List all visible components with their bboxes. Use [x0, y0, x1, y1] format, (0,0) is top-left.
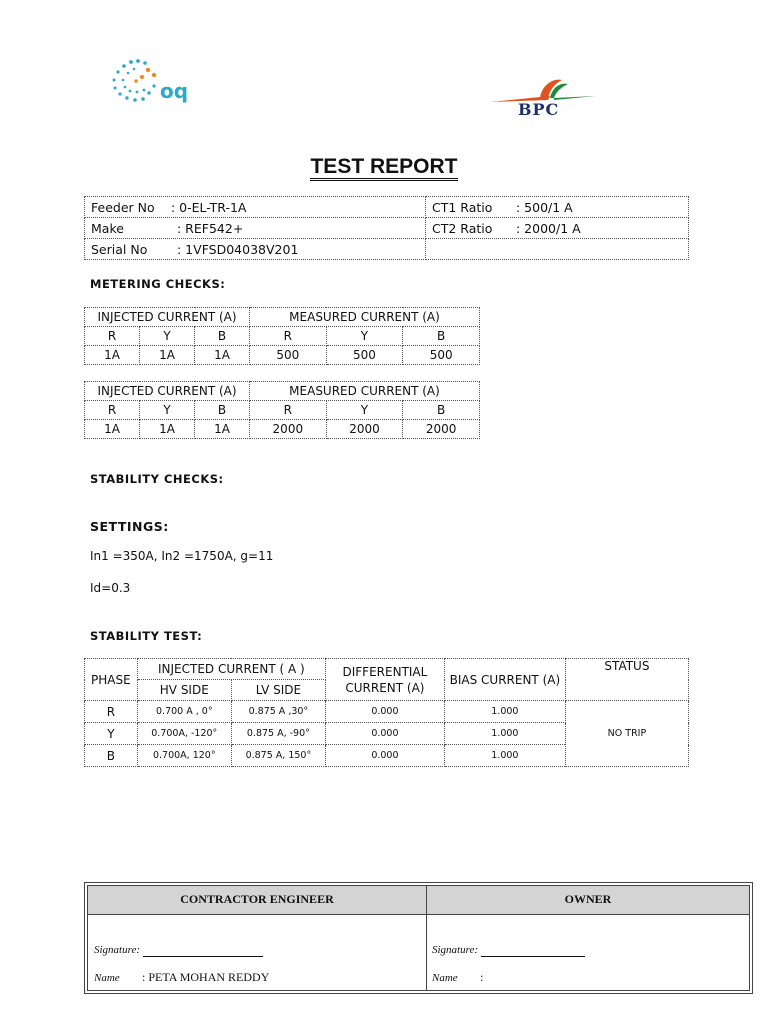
table-cell-bias: 1.000: [444, 723, 565, 745]
phase-cell: B: [195, 327, 250, 346]
value-cell: 500: [403, 346, 480, 365]
stability-checks-heading: STABILITY CHECKS:: [90, 472, 224, 486]
bias-col-header: BIAS CURRENT (A): [444, 659, 565, 701]
owner-signature-line: Signature:: [432, 942, 585, 957]
svg-text:oq: oq: [160, 79, 189, 103]
make-cell: Make : REF542+: [85, 218, 426, 239]
value-cell: 2000: [326, 420, 403, 439]
value-cell: 500: [250, 346, 327, 365]
feeder-cell: Feeder No : 0-EL-TR-1A: [85, 197, 426, 218]
table-cell-bias: 1.000: [444, 745, 565, 767]
value-cell: 2000: [403, 420, 480, 439]
phase-cell: Y: [140, 327, 195, 346]
table-cell-lv: 0.875 A ,30°: [231, 701, 325, 723]
hv-side-header: HV SIDE: [137, 680, 231, 701]
signoff-block: [84, 882, 753, 994]
table-cell-phase: B: [85, 745, 138, 767]
lv-side-header: LV SIDE: [231, 680, 325, 701]
contractor-header: CONTRACTOR ENGINEER: [88, 886, 426, 915]
owner-header: OWNER: [427, 886, 749, 915]
stability-test-heading: STABILITY TEST:: [90, 629, 203, 643]
measured-header: MEASURED CURRENT (A): [250, 382, 480, 401]
status-col-header: STATUS: [565, 659, 688, 701]
value-cell: 1A: [85, 346, 140, 365]
value-cell: 500: [326, 346, 403, 365]
phase-cell: R: [85, 401, 140, 420]
table-cell-lv: 0.875 A, 150°: [231, 745, 325, 767]
table-cell-hv: 0.700A, 120°: [137, 745, 231, 767]
company-logo-bpc: [490, 76, 600, 120]
measured-header: MEASURED CURRENT (A): [250, 308, 480, 327]
table-cell-diff: 0.000: [325, 701, 444, 723]
table-cell-lv: 0.875 A, -90°: [231, 723, 325, 745]
phase-cell: B: [403, 401, 480, 420]
phase-cell: B: [195, 401, 250, 420]
phase-cell: Y: [140, 401, 195, 420]
value-cell: 1A: [140, 346, 195, 365]
metering-heading: METERING CHECKS:: [90, 277, 226, 291]
stability-test-table: [84, 658, 689, 767]
settings-line-1: In1 =350A, In2 =1750A, g=11: [90, 549, 274, 563]
table-cell-phase: Y: [85, 723, 138, 745]
owner-name: :: [480, 970, 484, 984]
ct2-cell: CT2 Ratio : 2000/1 A: [426, 218, 689, 239]
metering-table-ct1: [84, 307, 480, 365]
value-cell: 1A: [85, 420, 140, 439]
phase-cell: Y: [326, 327, 403, 346]
metering-table-ct2: [84, 381, 480, 439]
differential-col-header: DIFFERENTIAL CURRENT (A): [325, 659, 444, 701]
column-divider: [426, 886, 427, 990]
value-cell: 2000: [250, 420, 327, 439]
table-cell-bias: 1.000: [444, 701, 565, 723]
phase-cell: Y: [326, 401, 403, 420]
owner-name-line: Name :: [432, 970, 484, 984]
contractor-signature-line: Signature:: [94, 942, 263, 957]
phase-cell: R: [250, 401, 327, 420]
ct1-cell: CT1 Ratio : 500/1 A: [426, 197, 689, 218]
company-logo-left: [108, 56, 218, 106]
phase-col-header: PHASE: [85, 659, 138, 701]
settings-heading: SETTINGS:: [90, 519, 169, 534]
table-cell-hv: 0.700 A , 0°: [137, 701, 231, 723]
value-cell: 1A: [195, 420, 250, 439]
equipment-info-table: [84, 196, 689, 260]
bpc-logo-text: BPC: [518, 100, 560, 119]
serial-cell: Serial No : 1VFSD04038V201: [85, 239, 426, 260]
settings-line-2: Id=0.3: [90, 581, 131, 595]
table-cell-diff: 0.000: [325, 723, 444, 745]
phase-cell: R: [85, 327, 140, 346]
phase-cell: B: [403, 327, 480, 346]
injected-header: INJECTED CURRENT (A): [85, 382, 250, 401]
injected-header: INJECTED CURRENT (A): [85, 308, 250, 327]
empty-cell: [426, 239, 689, 260]
table-cell-phase: R: [85, 701, 138, 723]
contractor-name-line: Name : PETA MOHAN REDDY: [94, 970, 270, 984]
page-title: TEST REPORT: [0, 155, 768, 179]
contractor-name: : PETA MOHAN REDDY: [142, 970, 270, 984]
status-value: NO TRIP: [565, 701, 688, 767]
value-cell: 1A: [140, 420, 195, 439]
table-cell-diff: 0.000: [325, 745, 444, 767]
value-cell: 1A: [195, 346, 250, 365]
table-cell-hv: 0.700A, -120°: [137, 723, 231, 745]
phase-cell: R: [250, 327, 327, 346]
injected-col-header: INJECTED CURRENT ( A ): [137, 659, 325, 680]
